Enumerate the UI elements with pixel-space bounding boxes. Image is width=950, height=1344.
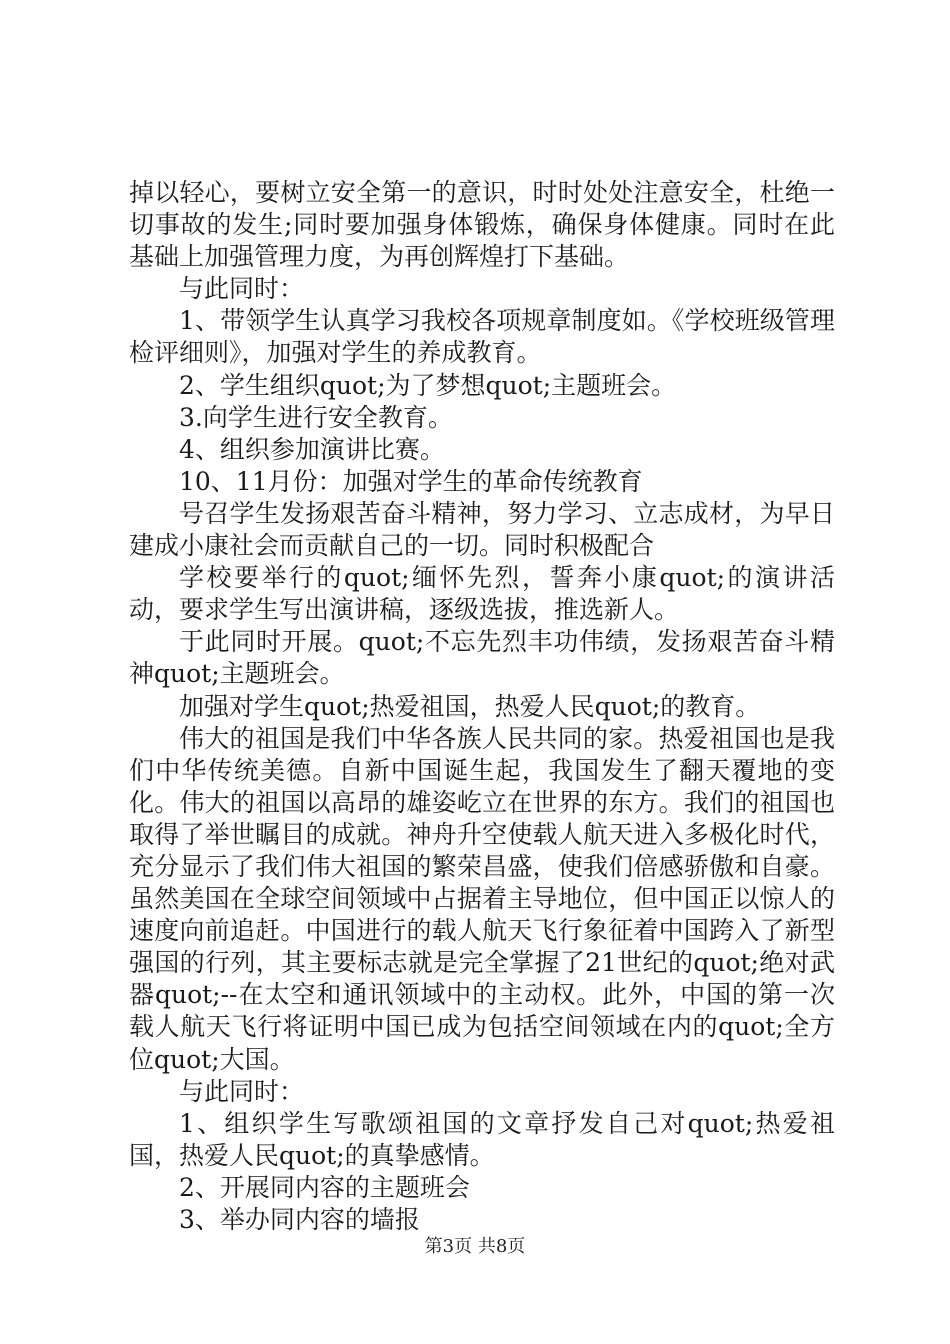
paragraph-heading-meanwhile: 与此同时： — [179, 1076, 305, 1106]
paragraph: 于此同时开展。quot;不忘先烈丰功伟绩，发扬艰苦奋斗精神quot;主题班会。 — [129, 627, 835, 689]
paragraph: 加强对学生quot;热爱祖国，热爱人民quot;的教育。 — [179, 691, 761, 721]
paragraph-patriotism: 伟大的祖国是我们中华各族人民共同的家。热爱祖国也是我们中华传统美德。自新中国诞生起，我国发生了翻天覆地的变化。伟大的祖国以高昂的雄姿屹立在世界的东方。我们的祖国也取得了举世瞩目的成就。神舟升空使载人航天进入多极化时代，充分显示了我们伟大祖国的繁荣昌盛，使我们倍感骄傲和自豪。虽然美国在全球空间领域中占据着主导地位，但中国正以惊人的速度向前追赶。中国进行的载人航天飞行象征着中国跨入了新型强国的行列，其主要标志就是完全掌握了21世纪的quot;绝对武器quot;--在太空和通讯领域中的主动权。此外，中国的第一次载人航天飞行将证明中国已成为包括空间领域在内的quot;全方位quot;大国。 — [129, 723, 835, 1074]
section-heading-oct-nov: 10、11月份：加强对学生的革命传统教育 — [179, 466, 643, 496]
list-item-2: 2、学生组织quot;为了梦想quot;主题班会。 — [179, 370, 677, 400]
page-number-footer: 第3页 共8页 — [424, 1236, 526, 1257]
list-item-4: 4、组织参加演讲比赛。 — [179, 434, 445, 464]
list-item-1: 1、带领学生认真学习我校各项规章制度如。《学校班级管理检评细则》，加强对学生的养成教育。 — [129, 306, 835, 368]
list-item-3: 3、举办同内容的墙报 — [179, 1205, 420, 1234]
paragraph-continuation: 掉以轻心，要树立安全第一的意识，时时处处注意安全，杜绝一切事故的发生;同时要加强身体锻炼，确保身体健康。同时在此基础上加强管理力度，为再创辉煌打下基础。 — [129, 178, 835, 272]
list-item-3: 3.向学生进行安全教育。 — [179, 402, 453, 432]
document-body — [129, 177, 835, 1236]
list-item-1: 1、组织学生写歌颂祖国的文章抒发自己对quot;热爱祖国，热爱人民quot;的真挚感情。 — [129, 1108, 835, 1170]
paragraph: 号召学生发扬艰苦奋斗精神，努力学习、立志成材，为早日建成小康社会而贡献自己的一切。同时积极配合 — [129, 498, 835, 561]
paragraph-heading-meanwhile: 与此同时： — [179, 274, 305, 304]
paragraph: 学校要举行的quot;缅怀先烈，誓奔小康quot;的演讲活动，要求学生写出演讲稿，逐级选拔，推选新人。 — [129, 563, 835, 625]
list-item-2: 2、开展同内容的主题班会 — [179, 1172, 470, 1202]
